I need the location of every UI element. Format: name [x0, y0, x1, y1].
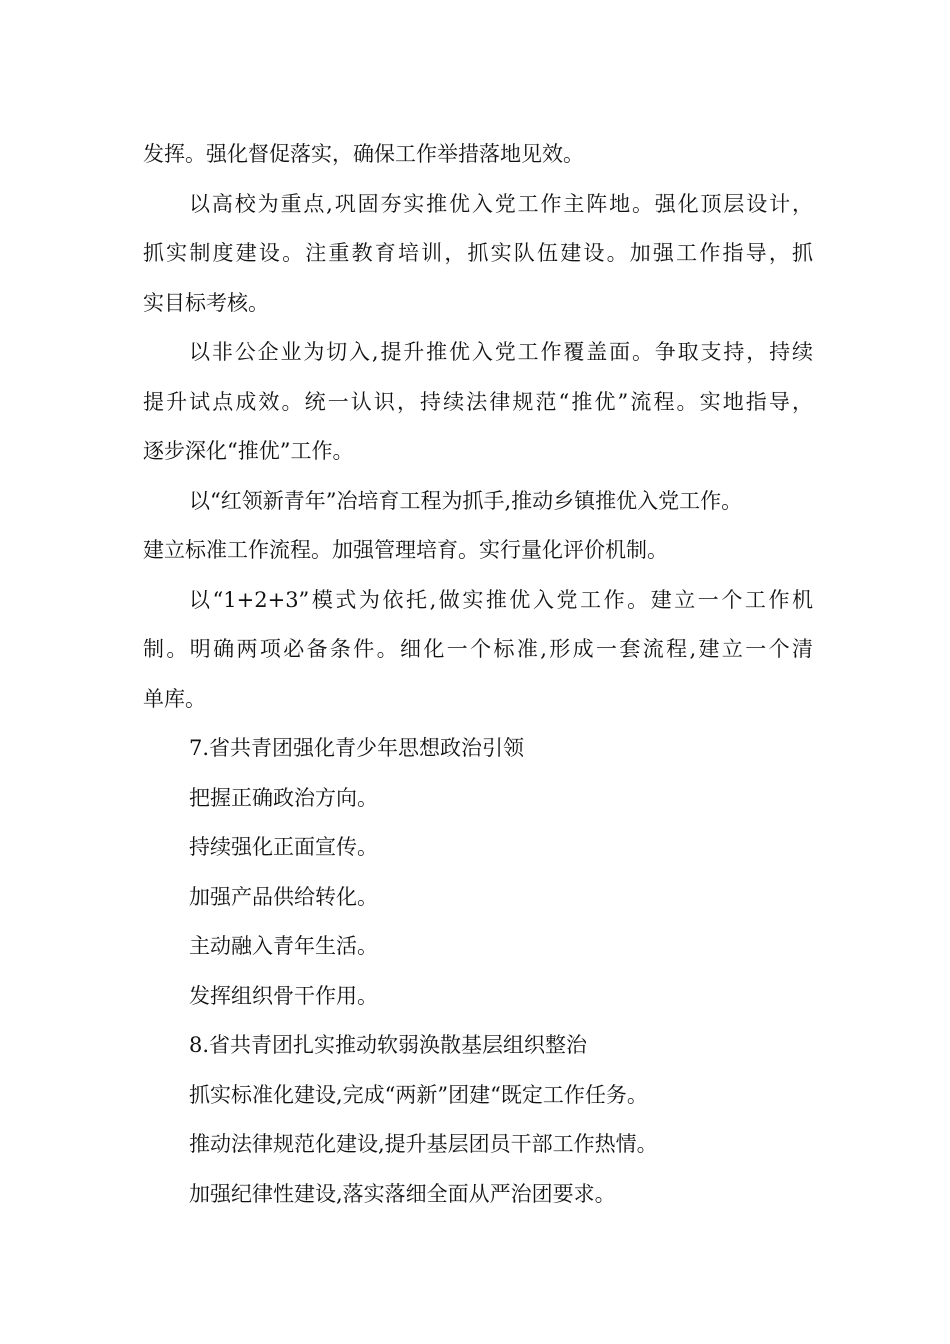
list-item: 加强纪律性建设,落实落细全面从严治团要求。	[189, 1181, 616, 1206]
paragraph-line: 抓实制度建设。注重教育培训，抓实队伍建设。加强工作指导，抓	[143, 241, 813, 265]
list-item: 持续强化正面宣传。	[189, 835, 378, 859]
paragraph-line: 实目标考核。	[143, 290, 269, 315]
paragraph-line: 制。明确两项必备条件。细化一个标准,形成一套流程,建立一个清	[143, 637, 813, 661]
paragraph-line: 发挥。强化督促落实，确保工作举措落地见效。	[143, 142, 584, 166]
list-item: 发挥组织骨干作用。	[189, 983, 378, 1008]
list-item: 主动融入青年生活。	[189, 934, 378, 958]
section-heading-7: 7.省共青团强化青少年思想政治引领	[189, 736, 525, 760]
paragraph-line: 以“红领新青年”冶培育工程为抓手,推动乡镇推优入党工作。	[189, 488, 743, 513]
list-item: 推动法律规范化建设,提升基层团员干部工作热情。	[189, 1132, 658, 1156]
section-heading-8: 8.省共青团扎实推动软弱涣散基层组织整治	[189, 1033, 588, 1057]
paragraph-line: 单库。	[143, 686, 206, 711]
paragraph-line: 提升试点成效。统一认识，持续法律规范“推优”流程。实地指导，	[143, 389, 813, 414]
list-item: 加强产品供给转化。	[189, 884, 378, 909]
paragraph-line: 逐步深化“推优”工作。	[143, 439, 354, 463]
paragraph-line: 以“1+2+3”模式为依托,做实推优入党工作。建立一个工作机	[189, 587, 813, 612]
list-item: 把握正确政治方向。	[189, 785, 378, 810]
paragraph-line: 建立标准工作流程。加强管理培育。实行量化评价机制。	[143, 538, 668, 562]
paragraph-line: 以高校为重点,巩固夯实推优入党工作主阵地。强化顶层设计，	[189, 191, 813, 216]
list-item: 抓实标准化建设,完成“两新”团建“既定工作任务。	[189, 1082, 648, 1107]
paragraph-line: 以非公企业为切入,提升推优入党工作覆盖面。争取支持，持续	[189, 340, 813, 364]
document-body	[143, 130, 813, 1219]
